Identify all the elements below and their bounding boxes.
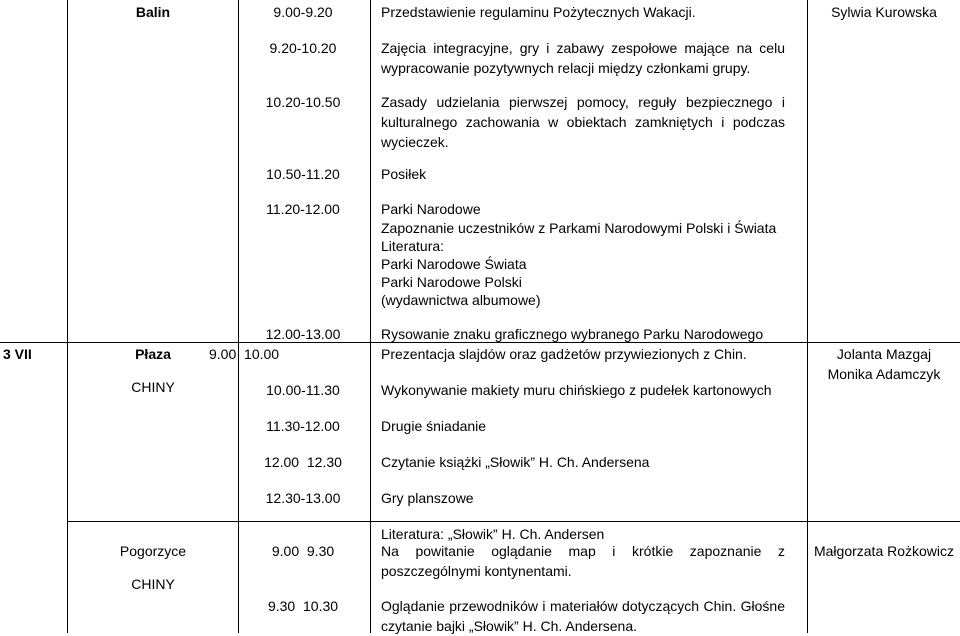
teacher-name: Małgorzata Rożkowicz (813, 543, 955, 559)
place-name: Płaza (135, 346, 171, 362)
activity-text: (wydawnictwa albumowe) (381, 292, 541, 308)
day-label: 3 VII (3, 346, 32, 362)
teacher-name: Jolanta Mazgaj Monika Adamczyk (827, 346, 941, 382)
place-name: Pogorzyce (119, 543, 187, 559)
time-slot: 10.20-10.50 (265, 94, 341, 110)
activity-text: Parki Narodowe Świata (381, 256, 527, 272)
activity-text: Literatura: (381, 238, 445, 254)
activity-text: Rysowanie znaku graficznego wybranego Parku Narodowego (381, 326, 764, 342)
activity-text: Parki Narodowe (381, 201, 481, 217)
time-slot: 9.30 10.30 (267, 598, 339, 614)
time-slot: 12.30-13.00 (265, 490, 341, 506)
activity-text: Wykonywanie makiety muru chińskiego z pudełek kartonowych (381, 382, 772, 398)
time-slot: 12.00-13.00 (265, 326, 341, 342)
time-slot: 10.00-11.30 (266, 382, 340, 398)
activity-text: Na powitanie oglądanie map i krótkie zapoznanie z poszczególnymi kontynentami. (381, 543, 785, 579)
table-border-teacher (807, 0, 808, 633)
time-slot: 9.00 10.00 (209, 346, 280, 362)
activity-text: Posiłek (381, 166, 427, 182)
activity-text: Gry planszowe (381, 490, 474, 506)
time-slot: 10.50-11.20 (266, 166, 340, 182)
activity-text: Zasady udzielania pierwszej pomocy, reguły bezpiecznego i kulturalnego zachowania w obiektach zamkniętych i podczas wycieczek. (381, 94, 785, 150)
row-divider (67, 521, 960, 522)
activity-text: Czytanie książki „Słowik” H. Ch. Andersena (381, 454, 650, 470)
table-border-left (67, 0, 68, 633)
place-theme: CHINY (131, 379, 175, 395)
time-slot: 11.20-12.00 (266, 201, 340, 217)
activity-text: Przedstawienie regulaminu Pożytecznych Wakacji. (381, 4, 696, 20)
place-name: Balin (135, 4, 171, 20)
time-slot: 11.30-12.00 (266, 418, 340, 434)
activity-text: Zajęcia integracyjne, gry i zabawy zespołowe mające na celu wypracowanie pozytywnych relacji między członkami grupy. (381, 40, 785, 76)
activity-text: Prezentacja slajdów oraz gadżetów przywiezionych z Chin. (381, 346, 747, 362)
time-slot: 9.00-9.20 (273, 4, 333, 20)
activity-text: Literatura: „Słowik” H. Ch. Andersen (381, 526, 605, 542)
place-theme: CHINY (131, 576, 175, 592)
table-border-activity (370, 0, 371, 633)
activity-text: Drugie śniadanie (381, 418, 487, 434)
teacher-name: Sylwia Kurowska (831, 4, 937, 20)
activity-text: Oglądanie przewodników i materiałów dotyczących Chin. Głośne czytanie bajki „Słowik” H. Ch. Andersena. (381, 598, 785, 634)
time-slot: 12.00 12.30 (264, 454, 342, 470)
time-slot: 9.20-10.20 (269, 40, 337, 56)
activity-text: Zapoznanie uczestników z Parkami Narodowymi Polski i Świata (381, 220, 777, 236)
time-slot: 9.00 9.30 (271, 543, 335, 559)
activity-text: Parki Narodowe Polski (381, 274, 522, 290)
